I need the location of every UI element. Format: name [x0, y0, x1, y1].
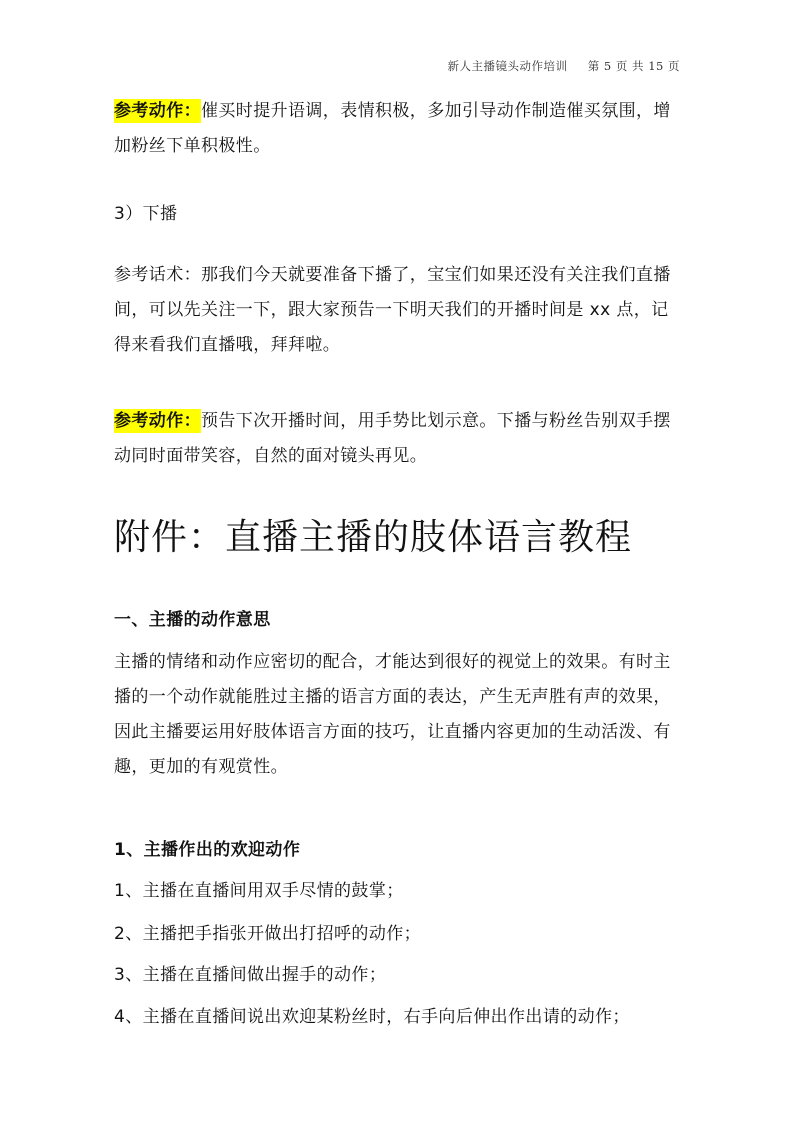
paragraph-action-2 — [114, 404, 680, 474]
section-heading-2: 1、主播作出的欢迎动作 — [114, 840, 301, 860]
paragraph-action-1 — [114, 94, 680, 164]
highlight-label: 参考动作： — [114, 101, 201, 121]
appendix-title: 附件：直播主播的肢体语言教程 — [114, 517, 633, 558]
page-header — [447, 58, 680, 74]
page-number: 第 5 页 共 15 页 — [587, 59, 680, 73]
paragraph-intro: 主播的情绪和动作应密切的配合，才能达到很好的视觉上的效果。有时主播的一个动作就能胜过主播的语言方面的表达，产生无声胜有声的效果，因此主播要运用好肢体语言方面的技巧，让直播内容更加的生动活泼、有趣，更加的有观赏性。 — [114, 652, 671, 777]
list-item: 4、主播在直播间说出欢迎某粉丝时，右手向后伸出作出请的动作； — [114, 1007, 630, 1027]
list-item: 2、主播把手指张开做出打招呼的动作； — [114, 924, 422, 944]
list-item: 3、主播在直播间做出握手的动作； — [114, 965, 387, 985]
section-offline: 3）下播 — [114, 204, 178, 224]
paragraph-script: 参考话术：那我们今天就要准备下播了，宝宝们如果还没有关注我们直播间，可以先关注一下，跟大家预告一下明天我们的开播时间是 xx 点，记得来看我们直播哦，拜拜啦。 — [114, 265, 671, 355]
highlight-label: 参考动作： — [114, 411, 201, 431]
section-heading-1: 一、主播的动作意思 — [114, 610, 271, 630]
header-title: 新人主播镜头动作培训 — [447, 59, 568, 73]
list-item: 1、主播在直播间用双手尽情的鼓掌； — [114, 881, 404, 901]
paragraph-text: 催买时提升语调，表情积极，多加引导动作制造催买氛围，增加粉丝下单积极性。 — [114, 101, 671, 156]
paragraph-text: 预告下次开播时间，用手势比划示意。下播与粉丝告别双手摆动同时面带笑容，自然的面对镜头再见。 — [114, 411, 671, 466]
